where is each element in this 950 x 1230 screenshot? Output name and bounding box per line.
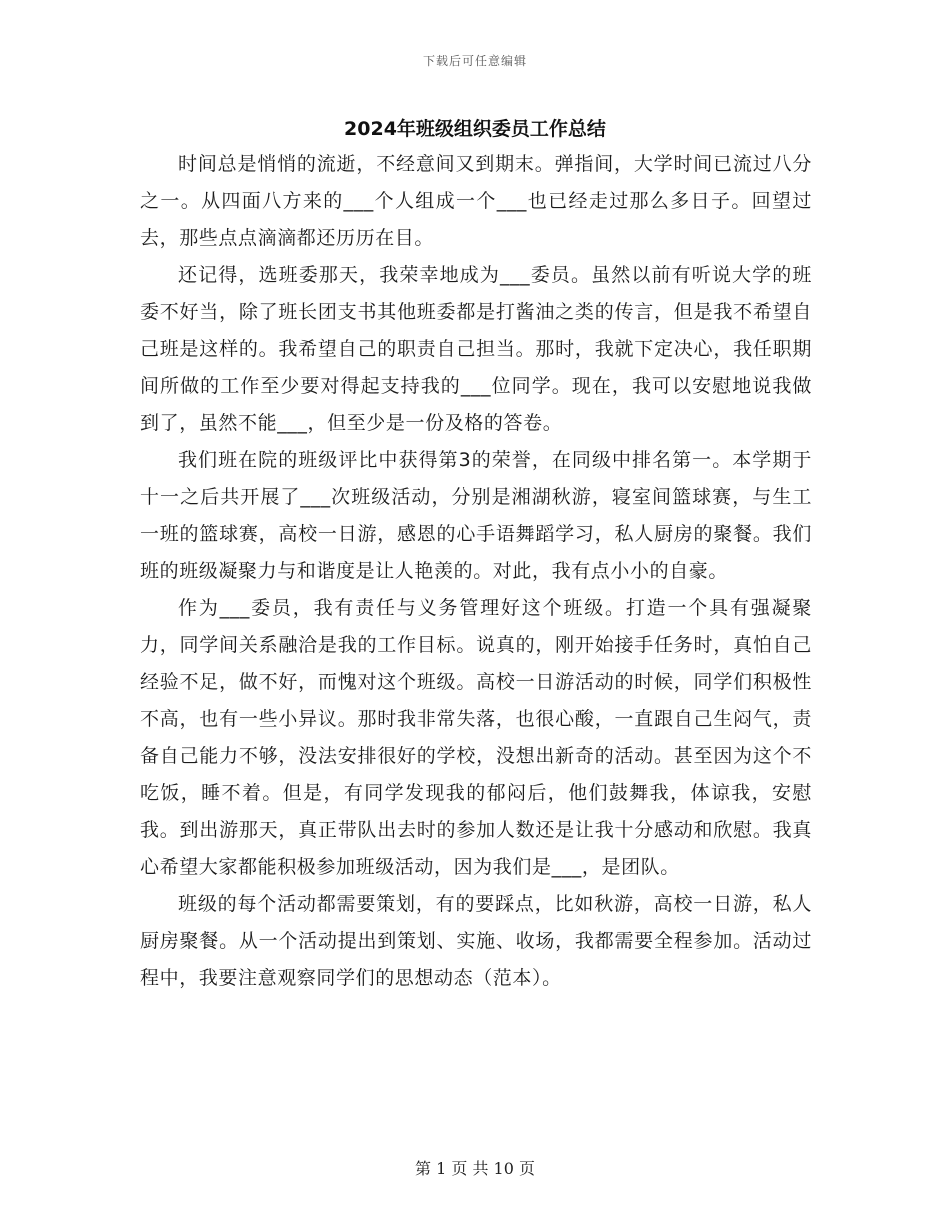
- paragraph-5: 班级的每个活动都需要策划，有的要踩点，比如秋游，高校一日游，私人厨房聚餐。从一个活动提出到策划、实施、收场，我都需要全程参加。活动过程中，我要注意观察同学们的思想动态（范本）。: [140, 893, 812, 989]
- document-body: [140, 146, 812, 997]
- paragraph-2: 还记得，选班委那天，我荣幸地成为___委员。虽然以前有听说大学的班委不好当，除了班长团支书其他班委都是打酱油之类的传言，但是我不希望自己班是这样的。我希望自己的职责自己担当。那时，我就下定决心，我任职期间所做的工作至少要对得起支持我的___位同学。现在，我可以安慰地说我做到了，虽然不能___，但至少是一份及格的答卷。: [140, 264, 812, 434]
- paragraph-3: 我们班在院的班级评比中获得第3的荣誉，在同级中排名第一。本学期于十一之后共开展了___次班级活动，分别是湘湖秋游，寝室间篮球赛，与生工一班的篮球赛，高校一日游，感恩的心手语舞蹈学习，私人厨房的聚餐。我们班的班级凝聚力与和谐度是让人艳羡的。对此，我有点小小的自豪。: [140, 449, 812, 582]
- paragraph-4: 作为___委员，我有责任与义务管理好这个班级。打造一个具有强凝聚力，同学间关系融洽是我的工作目标。说真的，刚开始接手任务时，真怕自己经验不足，做不好，而愧对这个班级。高校一日游活动的时候，同学们积极性不高，也有一些小异议。那时我非常失落，也很心酸，一直跟自己生闷气，责备自己能力不够，没法安排很好的学校，没想出新奇的活动。甚至因为这个不吃饭，睡不着。但是，有同学发现我的郁闷后，他们鼓舞我，体谅我，安慰我。到出游那天，真正带队出去时的参加人数还是让我十分感动和欣慰。我真心希望大家都能积极参加班级活动，因为我们是___，是团队。: [140, 597, 812, 878]
- page-header: 下载后可任意编辑: [422, 54, 527, 68]
- paragraph-1: 时间总是悄悄的流逝，不经意间又到期末。弹指间，大学时间已流过八分之一。从四面八方来的___个人组成一个___也已经走过那么多日子。回望过去，那些点点滴滴都还历历在目。: [140, 153, 812, 249]
- document-title: 2024年班级组织委员工作总结: [344, 118, 606, 140]
- page-footer: 第 1 页 共 10 页: [415, 1159, 535, 1178]
